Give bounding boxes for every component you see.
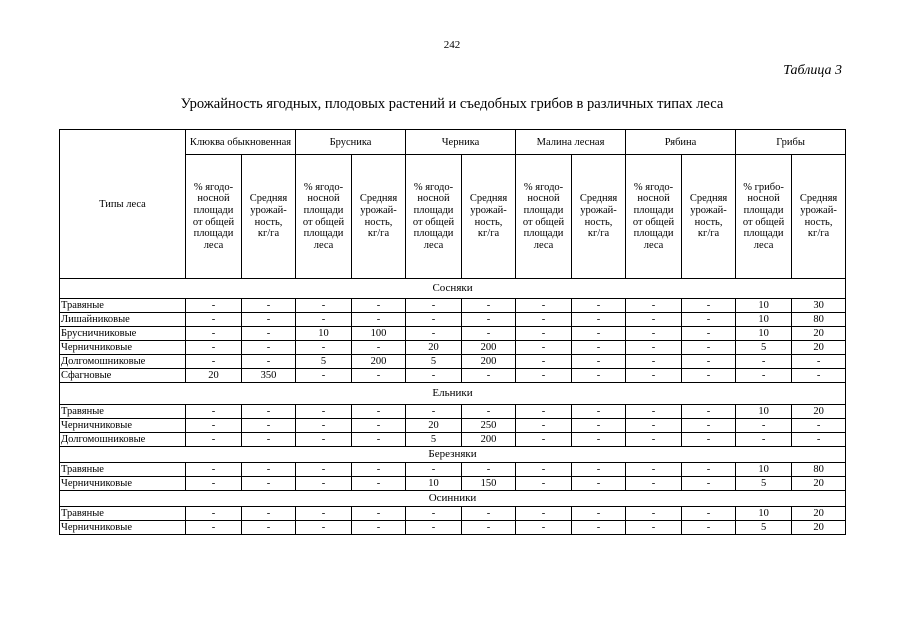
subheader-line: площади [523, 228, 564, 240]
table-cell: - [462, 327, 516, 341]
table-row [60, 355, 846, 369]
table-cell: - [186, 463, 242, 477]
table-cell: - [352, 419, 406, 433]
table-cell: - [682, 369, 736, 383]
subheader-line: площади [303, 228, 344, 240]
table-cell: 200 [462, 341, 516, 355]
subheader-line: % ягодо- [633, 181, 674, 193]
subheader-line: площади [523, 204, 564, 216]
table-cell: - [186, 507, 242, 521]
table-cell: - [462, 313, 516, 327]
group-header-mushrooms: Грибы [736, 130, 846, 155]
section-header: Сосняки [60, 279, 846, 299]
table-cell: - [626, 299, 682, 313]
table-cell: - [242, 477, 296, 491]
subheader-line: кг/га [367, 228, 390, 240]
subheader-line: от общей [302, 216, 345, 228]
table-cell: 5 [296, 355, 352, 369]
subheader-line: % ягодо- [523, 181, 564, 193]
table-cell: - [296, 369, 352, 383]
table-cell: - [682, 433, 736, 447]
subheader-average-yield [462, 155, 516, 279]
table-cell: - [242, 507, 296, 521]
table-cell: - [462, 521, 516, 535]
table-cell: - [186, 327, 242, 341]
subheader-line: урожай- [690, 204, 727, 216]
forest-type-header: Типы леса [60, 130, 186, 279]
table-cell: - [296, 521, 352, 535]
table-cell: - [296, 463, 352, 477]
table-cell: - [572, 369, 626, 383]
table-cell: - [186, 477, 242, 491]
subheader-line: Средняя [359, 193, 398, 205]
row-forest-type: Брусничниковые [60, 327, 186, 341]
table-cell: 10 [736, 327, 792, 341]
section-header: Березняки [60, 447, 846, 463]
table-cell: - [352, 313, 406, 327]
table-cell: 10 [736, 313, 792, 327]
table-cell: - [736, 355, 792, 369]
group-header-blueberry: Черника [406, 130, 516, 155]
table-cell: - [626, 341, 682, 355]
table-cell: - [406, 463, 462, 477]
table-cell: - [572, 405, 626, 419]
table-cell: 20 [792, 507, 846, 521]
table-row [60, 477, 846, 491]
subheader-percent-area [626, 155, 682, 279]
subheader-line: кг/га [587, 228, 610, 240]
subheader-line: % ягодо- [303, 181, 344, 193]
subheader-line: ность, [584, 216, 613, 228]
table-cell: - [186, 419, 242, 433]
page-number: 242 [443, 39, 461, 51]
subheader-line: от общей [522, 216, 565, 228]
table-cell: - [682, 341, 736, 355]
table-row [60, 369, 846, 383]
table-cell: - [682, 463, 736, 477]
table-cell: - [406, 521, 462, 535]
table-cell: - [516, 433, 572, 447]
subheader-line: урожай- [360, 204, 397, 216]
table-cell: - [682, 299, 736, 313]
subheader-line: носной [527, 193, 560, 205]
subheader-line: площади [633, 204, 674, 216]
table-row [60, 433, 846, 447]
table-cell: 20 [792, 521, 846, 535]
table-cell: - [682, 327, 736, 341]
table-cell: - [516, 369, 572, 383]
table-cell: - [736, 369, 792, 383]
row-forest-type: Травяные [60, 463, 186, 477]
table-label: Таблица 3 [783, 63, 842, 78]
subheader-percent-area [186, 155, 242, 279]
subheader-percent-area [736, 155, 792, 279]
table-cell: - [626, 477, 682, 491]
table-cell: - [516, 341, 572, 355]
subheader-line: % грибо- [743, 181, 784, 193]
table-cell: - [296, 341, 352, 355]
row-forest-type: Долгомошниковые [60, 355, 186, 369]
table-row [60, 405, 846, 419]
subheader-line: от общей [192, 216, 235, 228]
table-cell: - [626, 369, 682, 383]
table-cell: - [406, 299, 462, 313]
table-cell: - [626, 313, 682, 327]
table-cell: - [352, 463, 406, 477]
subheader-line: кг/га [697, 228, 720, 240]
group-header-lingonberry: Брусника [296, 130, 406, 155]
table-cell: 30 [792, 299, 846, 313]
subheader-average-yield [682, 155, 736, 279]
table-cell: - [462, 507, 516, 521]
table-cell: 20 [406, 419, 462, 433]
table-cell: 10 [736, 299, 792, 313]
subheader-line: урожай- [470, 204, 507, 216]
table-cell: - [242, 327, 296, 341]
table-cell: 5 [406, 355, 462, 369]
subheader-line: площади [303, 204, 344, 216]
table-cell: 150 [462, 477, 516, 491]
table-cell: - [242, 355, 296, 369]
table-row [60, 507, 846, 521]
table-cell: - [572, 477, 626, 491]
table-cell: - [516, 463, 572, 477]
row-forest-type: Травяные [60, 299, 186, 313]
table-cell: - [572, 327, 626, 341]
table-row [60, 313, 846, 327]
table-cell: 20 [406, 341, 462, 355]
subheader-average-yield [352, 155, 406, 279]
table-cell: - [186, 355, 242, 369]
group-header-rowan: Рябина [626, 130, 736, 155]
table-cell: - [516, 355, 572, 369]
table-cell: 200 [352, 355, 406, 369]
table-cell: - [682, 405, 736, 419]
table-cell: 5 [736, 341, 792, 355]
subheader-line: Средняя [469, 193, 508, 205]
subheader-line: площади [413, 204, 454, 216]
subheader-line: площади [193, 204, 234, 216]
table-cell: - [682, 313, 736, 327]
table-cell: - [516, 477, 572, 491]
table-cell: - [296, 507, 352, 521]
table-cell: - [682, 419, 736, 433]
subheader-line: леса [313, 239, 334, 251]
subheader-line: площади [193, 228, 234, 240]
table-cell: - [296, 405, 352, 419]
table-cell: 200 [462, 355, 516, 369]
subheader-line: Средняя [249, 193, 288, 205]
table-cell: - [572, 507, 626, 521]
subheader-line: носной [307, 193, 340, 205]
row-forest-type: Черничниковые [60, 521, 186, 535]
table-row [60, 419, 846, 433]
table-cell: - [352, 507, 406, 521]
table-cell: - [242, 299, 296, 313]
table-cell: - [572, 433, 626, 447]
subheader-percent-area [406, 155, 462, 279]
subheader-line: ность, [254, 216, 283, 228]
table-cell: - [572, 313, 626, 327]
table-cell: - [242, 341, 296, 355]
table-cell: - [682, 355, 736, 369]
table-cell: 20 [792, 405, 846, 419]
table-cell: - [572, 463, 626, 477]
table-cell: - [516, 299, 572, 313]
table-cell: - [516, 521, 572, 535]
table-cell: 5 [736, 477, 792, 491]
subheader-percent-area [296, 155, 352, 279]
subheader-line: площади [743, 204, 784, 216]
subheader-line: от общей [412, 216, 455, 228]
table-cell: - [242, 313, 296, 327]
table-cell: 5 [736, 521, 792, 535]
subheader-line: носной [197, 193, 230, 205]
table-cell: - [626, 521, 682, 535]
table-cell: - [352, 477, 406, 491]
table-row [60, 299, 846, 313]
row-forest-type: Долгомошниковые [60, 433, 186, 447]
table-cell: - [406, 405, 462, 419]
table-cell: - [296, 433, 352, 447]
table-cell: - [406, 313, 462, 327]
table-cell: - [626, 433, 682, 447]
table-cell: - [736, 433, 792, 447]
subheader-line: носной [637, 193, 670, 205]
table-cell: 10 [736, 463, 792, 477]
subheader-line: площади [633, 228, 674, 240]
table-cell: - [792, 369, 846, 383]
table-cell: - [242, 521, 296, 535]
table-cell: - [186, 405, 242, 419]
table-cell: - [352, 299, 406, 313]
table-cell: - [186, 433, 242, 447]
table-cell: 10 [736, 405, 792, 419]
table-cell: - [792, 419, 846, 433]
table-cell: - [186, 313, 242, 327]
subheader-line: кг/га [477, 228, 500, 240]
subheader-line: леса [203, 239, 224, 251]
subheader-line: носной [417, 193, 450, 205]
subheader-line: % ягодо- [413, 181, 454, 193]
subheader-line: леса [423, 239, 444, 251]
table-cell: - [736, 419, 792, 433]
table-cell: - [792, 355, 846, 369]
row-forest-type: Травяные [60, 405, 186, 419]
table-cell: 200 [462, 433, 516, 447]
table-cell: 20 [792, 341, 846, 355]
table-cell: - [462, 369, 516, 383]
group-header-raspberry: Малина лесная [516, 130, 626, 155]
table-cell: - [296, 477, 352, 491]
subheader-line: площади [413, 228, 454, 240]
table-cell: 350 [242, 369, 296, 383]
table-cell: - [352, 433, 406, 447]
table-cell: - [186, 341, 242, 355]
table-cell: - [352, 521, 406, 535]
table-row [60, 341, 846, 355]
subheader-average-yield [792, 155, 846, 279]
subheader-line: % ягодо- [193, 181, 234, 193]
table-cell: - [462, 299, 516, 313]
table-cell: 100 [352, 327, 406, 341]
table-cell: - [626, 405, 682, 419]
table-cell: - [626, 419, 682, 433]
subheader-line: леса [753, 239, 774, 251]
table-cell: - [516, 327, 572, 341]
table-cell: - [572, 419, 626, 433]
table-cell: - [516, 313, 572, 327]
table-cell: 20 [792, 327, 846, 341]
table-cell: - [462, 405, 516, 419]
table-cell: - [682, 521, 736, 535]
table-cell: - [516, 419, 572, 433]
row-forest-type: Лишайниковые [60, 313, 186, 327]
subheader-line: от общей [742, 216, 785, 228]
table-cell: - [186, 521, 242, 535]
subheader-line: урожай- [580, 204, 617, 216]
subheader-line: урожай- [800, 204, 837, 216]
subheader-line: кг/га [257, 228, 280, 240]
subheader-line: леса [533, 239, 554, 251]
subheader-percent-area [516, 155, 572, 279]
row-forest-type: Черничниковые [60, 341, 186, 355]
subheader-line: кг/га [807, 228, 830, 240]
subheader-line: Средняя [579, 193, 618, 205]
subheader-line: леса [643, 239, 664, 251]
table-cell: - [406, 507, 462, 521]
row-forest-type: Травяные [60, 507, 186, 521]
table-cell: - [626, 507, 682, 521]
table-cell: 80 [792, 313, 846, 327]
subheader-line: ность, [474, 216, 503, 228]
subheader-line: ность, [694, 216, 723, 228]
yield-table [59, 129, 846, 535]
table-cell: - [242, 419, 296, 433]
table-cell: - [242, 463, 296, 477]
row-forest-type: Черничниковые [60, 419, 186, 433]
row-forest-type: Черничниковые [60, 477, 186, 491]
table-cell: - [352, 341, 406, 355]
subheader-line: Средняя [689, 193, 728, 205]
table-cell: - [186, 299, 242, 313]
subheader-line: от общей [632, 216, 675, 228]
table-cell: 20 [792, 477, 846, 491]
group-header-cranberry: Клюква обыкновенная [186, 130, 296, 155]
table-cell: - [572, 341, 626, 355]
table-cell: 5 [406, 433, 462, 447]
table-cell: - [572, 521, 626, 535]
section-header: Осинники [60, 491, 846, 507]
table-cell: 10 [406, 477, 462, 491]
table-cell: - [572, 299, 626, 313]
table-cell: - [352, 405, 406, 419]
page-title: Урожайность ягодных, плодовых растений и съедобных грибов в различных типах леса [180, 96, 724, 112]
subheader-line: Средняя [799, 193, 838, 205]
table-cell: - [406, 369, 462, 383]
subheader-line: площади [743, 228, 784, 240]
table-cell: - [296, 419, 352, 433]
table-cell: - [352, 369, 406, 383]
table-cell: 20 [186, 369, 242, 383]
table-row [60, 463, 846, 477]
subheader-line: урожай- [250, 204, 287, 216]
table-cell: - [406, 327, 462, 341]
subheader-line: ность, [804, 216, 833, 228]
table-cell: - [626, 327, 682, 341]
table-cell: - [242, 405, 296, 419]
table-cell: - [516, 507, 572, 521]
table-row [60, 327, 846, 341]
table-cell: - [792, 433, 846, 447]
table-cell: - [682, 477, 736, 491]
table-cell: - [626, 463, 682, 477]
subheader-average-yield [242, 155, 296, 279]
subheader-line: ность, [364, 216, 393, 228]
table-row [60, 521, 846, 535]
subheader-line: носной [747, 193, 780, 205]
table-cell: 10 [736, 507, 792, 521]
subheader-average-yield [572, 155, 626, 279]
table-cell: 10 [296, 327, 352, 341]
table-cell: - [462, 463, 516, 477]
table-cell: 250 [462, 419, 516, 433]
table-cell: - [572, 355, 626, 369]
section-header: Ельники [60, 383, 846, 405]
table-cell: 80 [792, 463, 846, 477]
table-cell: - [296, 299, 352, 313]
table-cell: - [682, 507, 736, 521]
table-cell: - [296, 313, 352, 327]
table-cell: - [242, 433, 296, 447]
table-cell: - [516, 405, 572, 419]
row-forest-type: Сфагновые [60, 369, 186, 383]
table-cell: - [626, 355, 682, 369]
